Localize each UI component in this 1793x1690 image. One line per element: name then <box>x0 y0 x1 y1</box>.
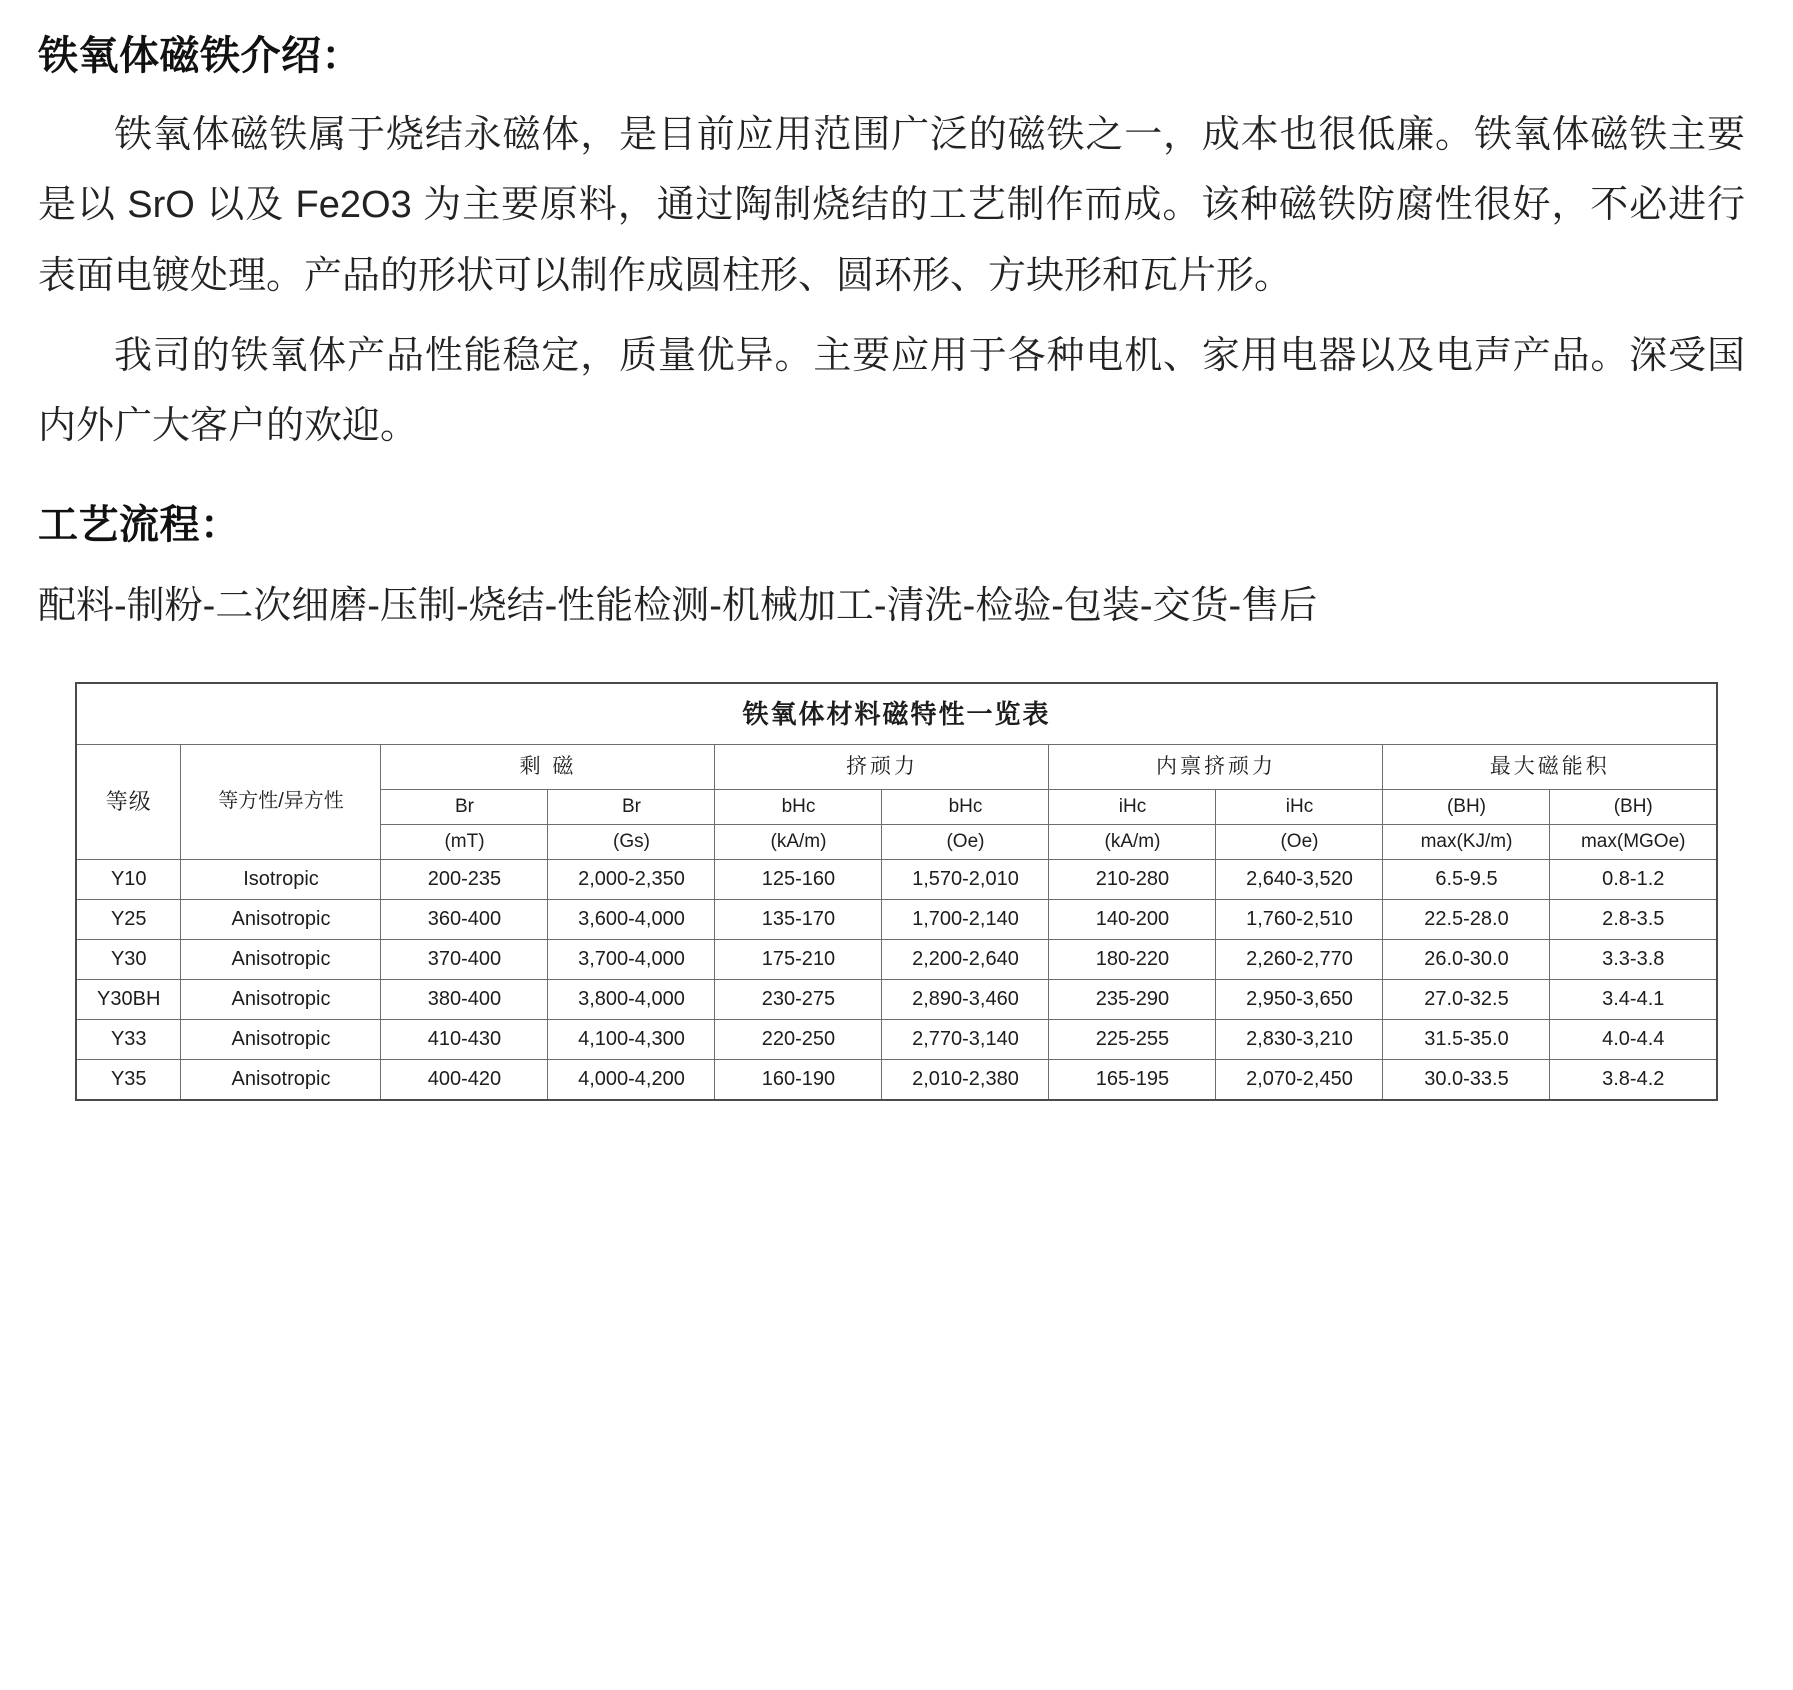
table-row <box>76 1019 1717 1059</box>
unit-cell: (kA/m) <box>1049 825 1216 860</box>
cell-value: 0.8-1.2 <box>1550 859 1717 899</box>
cell-value: 2,640-3,520 <box>1216 859 1383 899</box>
intro-paragraph-2: 我司的铁氧体产品性能稳定，质量优异。主要应用于各种电机、家用电器以及电声产品。深受国内外广大客户的欢迎。 <box>38 334 1745 448</box>
spec-table-container <box>38 682 1755 1101</box>
header-intrinsic-coercivity: 内禀挤顽力 <box>1049 745 1383 790</box>
cell-value: 165-195 <box>1049 1059 1216 1100</box>
cell-value: 210-280 <box>1049 859 1216 899</box>
table-row <box>76 859 1717 899</box>
symbol-cell: Br <box>381 790 548 825</box>
cell-value: 2,200-2,640 <box>882 939 1049 979</box>
cell-value: 400-420 <box>381 1059 548 1100</box>
symbol-cell: bHc <box>715 790 882 825</box>
symbol-cell: iHc <box>1216 790 1383 825</box>
table-title: 铁氧体材料磁特性一览表 <box>76 683 1717 745</box>
intro-heading: 铁氧体磁铁介绍： <box>38 34 362 78</box>
table-row <box>76 939 1717 979</box>
cell-value: 410-430 <box>381 1019 548 1059</box>
header-grade: 等级 <box>76 745 181 860</box>
cell-value: 180-220 <box>1049 939 1216 979</box>
cell-isotropy: Anisotropic <box>181 979 381 1019</box>
cell-isotropy: Anisotropic <box>181 899 381 939</box>
cell-isotropy: Anisotropic <box>181 1059 381 1100</box>
cell-value: 2,010-2,380 <box>882 1059 1049 1100</box>
cell-value: 2,830-3,210 <box>1216 1019 1383 1059</box>
cell-grade: Y30BH <box>76 979 181 1019</box>
cell-value: 200-235 <box>381 859 548 899</box>
cell-value: 1,700-2,140 <box>882 899 1049 939</box>
cell-value: 30.0-33.5 <box>1383 1059 1550 1100</box>
cell-value: 4,000-4,200 <box>548 1059 715 1100</box>
unit-cell: (Oe) <box>1216 825 1383 860</box>
table-group-header-row <box>76 745 1717 790</box>
cell-grade: Y33 <box>76 1019 181 1059</box>
cell-value: 370-400 <box>381 939 548 979</box>
cell-value: 27.0-32.5 <box>1383 979 1550 1019</box>
cell-value: 160-190 <box>715 1059 882 1100</box>
unit-cell: (Oe) <box>882 825 1049 860</box>
cell-value: 125-160 <box>715 859 882 899</box>
symbol-cell: Br <box>548 790 715 825</box>
table-row <box>76 1059 1717 1100</box>
cell-value: 31.5-35.0 <box>1383 1019 1550 1059</box>
symbol-cell: (BH) <box>1550 790 1717 825</box>
cell-value: 140-200 <box>1049 899 1216 939</box>
cell-grade: Y10 <box>76 859 181 899</box>
cell-value: 2,770-3,140 <box>882 1019 1049 1059</box>
cell-value: 2,070-2,450 <box>1216 1059 1383 1100</box>
table-row <box>76 979 1717 1019</box>
cell-value: 220-250 <box>715 1019 882 1059</box>
symbol-cell: (BH) <box>1383 790 1550 825</box>
cell-value: 2,260-2,770 <box>1216 939 1383 979</box>
magnetic-properties-table <box>75 682 1718 1101</box>
cell-value: 4.0-4.4 <box>1550 1019 1717 1059</box>
cell-value: 235-290 <box>1049 979 1216 1019</box>
cell-value: 360-400 <box>381 899 548 939</box>
cell-grade: Y30 <box>76 939 181 979</box>
cell-value: 6.5-9.5 <box>1383 859 1550 899</box>
cell-value: 2,950-3,650 <box>1216 979 1383 1019</box>
cell-isotropy: Anisotropic <box>181 939 381 979</box>
cell-isotropy: Isotropic <box>181 859 381 899</box>
cell-value: 4,100-4,300 <box>548 1019 715 1059</box>
cell-value: 175-210 <box>715 939 882 979</box>
cell-value: 135-170 <box>715 899 882 939</box>
header-remanence: 剩 磁 <box>381 745 715 790</box>
table-title-row <box>76 683 1717 745</box>
symbol-cell: iHc <box>1049 790 1216 825</box>
cell-value: 3,800-4,000 <box>548 979 715 1019</box>
cell-value: 22.5-28.0 <box>1383 899 1550 939</box>
cell-value: 3,600-4,000 <box>548 899 715 939</box>
intro-paragraph-1: 铁氧体磁铁属于烧结永磁体，是目前应用范围广泛的磁铁之一，成本也很低廉。铁氧体磁铁主要是以 SrO 以及 Fe2O3 为主要原料，通过陶制烧结的工艺制作而成。该种磁铁防腐性很好，不必进行表面电镀处理。产品的形状可以制作成圆柱形、圆环形、方块形和瓦片形。 <box>38 114 1745 297</box>
cell-value: 2,000-2,350 <box>548 859 715 899</box>
cell-value: 26.0-30.0 <box>1383 939 1550 979</box>
cell-value: 230-275 <box>715 979 882 1019</box>
header-isotropy: 等方性/异方性 <box>181 745 381 860</box>
cell-value: 1,760-2,510 <box>1216 899 1383 939</box>
header-coercivity: 挤顽力 <box>715 745 1049 790</box>
cell-value: 2,890-3,460 <box>882 979 1049 1019</box>
cell-value: 225-255 <box>1049 1019 1216 1059</box>
cell-value: 3.4-4.1 <box>1550 979 1717 1019</box>
unit-cell: max(MGOe) <box>1550 825 1717 860</box>
unit-cell: (Gs) <box>548 825 715 860</box>
cell-value: 3,700-4,000 <box>548 939 715 979</box>
cell-isotropy: Anisotropic <box>181 1019 381 1059</box>
unit-cell: max(KJ/m) <box>1383 825 1550 860</box>
cell-value: 1,570-2,010 <box>882 859 1049 899</box>
cell-grade: Y35 <box>76 1059 181 1100</box>
cell-value: 380-400 <box>381 979 548 1019</box>
cell-value: 3.3-3.8 <box>1550 939 1717 979</box>
unit-cell: (kA/m) <box>715 825 882 860</box>
header-max-energy-product: 最大磁能积 <box>1383 745 1717 790</box>
unit-cell: (mT) <box>381 825 548 860</box>
cell-value: 2.8-3.5 <box>1550 899 1717 939</box>
process-heading: 工艺流程： <box>38 503 241 548</box>
cell-value: 3.8-4.2 <box>1550 1059 1717 1100</box>
table-row <box>76 899 1717 939</box>
process-flow-text: 配料-制粉-二次细磨-压制-烧结-性能检测-机械加工-清洗-检验-包装-交货-售后 <box>38 585 1318 628</box>
cell-grade: Y25 <box>76 899 181 939</box>
symbol-cell: bHc <box>882 790 1049 825</box>
